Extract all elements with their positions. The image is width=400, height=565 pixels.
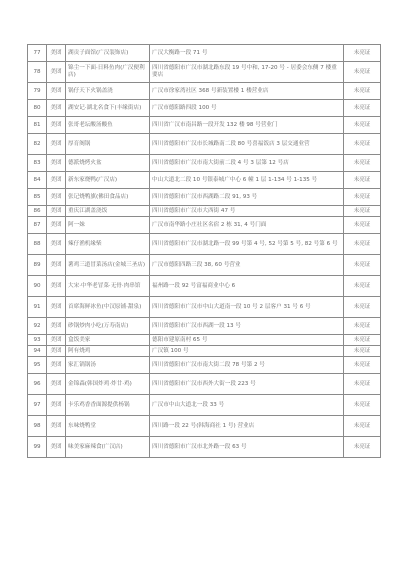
row-name: 张哥老坛酸汤酸鱼 — [66, 117, 150, 134]
table-row — [28, 117, 381, 134]
row-number: 88 — [28, 234, 47, 255]
row-category: 美团 — [47, 62, 66, 83]
row-name: 大宋·中华老冒菜·无骨·肉串馆 — [66, 276, 150, 297]
table-row — [28, 276, 381, 297]
row-number: 78 — [28, 62, 47, 83]
row-number: 81 — [28, 117, 47, 134]
row-category: 美团 — [47, 172, 66, 189]
row-category: 美团 — [47, 255, 66, 276]
row-status: 未亮证 — [344, 217, 381, 234]
row-address: 福州路一段 92 号富福商业中心 6 — [150, 276, 344, 297]
row-status: 未亮证 — [344, 357, 381, 374]
row-name: 家汇锅锅汤 — [66, 357, 150, 374]
row-number: 77 — [28, 45, 47, 62]
row-status: 未亮证 — [344, 172, 381, 189]
row-status: 未亮证 — [344, 276, 381, 297]
row-status: 未亮证 — [344, 297, 381, 318]
table-row — [28, 83, 381, 100]
table-row — [28, 217, 381, 234]
row-number: 97 — [28, 395, 47, 416]
row-number: 90 — [28, 276, 47, 297]
row-name: 重庆江湖盖浇饭 — [66, 206, 150, 217]
row-status: 未亮证 — [344, 206, 381, 217]
row-address: 四川省德阳市广汉市西湖路二段 91, 93 号 — [150, 189, 344, 206]
table-row — [28, 234, 381, 255]
row-name: 锅仔天下火锅盖浇 — [66, 83, 150, 100]
row-name: 薯鸡三道冒菜汤店(金城三圣店) — [66, 255, 150, 276]
document-page — [27, 44, 373, 458]
row-name: 新东家烧鸭(广汉店) — [66, 172, 150, 189]
row-category: 美团 — [47, 335, 66, 346]
row-name: 阿一妹 — [66, 217, 150, 234]
row-name: 湖贡子面馆(广汉装饰店) — [66, 45, 150, 62]
table-row — [28, 206, 381, 217]
row-address: 德阳市建原南村 65 号 — [150, 335, 344, 346]
table-row — [28, 189, 381, 206]
table-row — [28, 437, 381, 458]
row-status: 未亮证 — [344, 134, 381, 155]
row-category: 美团 — [47, 297, 66, 318]
table-row — [28, 395, 381, 416]
table-row — [28, 335, 381, 346]
row-status: 未亮证 — [344, 346, 381, 357]
row-number: 85 — [28, 189, 47, 206]
row-status: 未亮证 — [344, 374, 381, 395]
row-category: 美团 — [47, 276, 66, 297]
merchant-table — [27, 44, 381, 458]
row-address: 四川省德阳市广汉市中山大道南一段 10 号 2 层客户 31 号 6 号 — [150, 297, 344, 318]
row-address: 四川省德阳市广汉市西外大街一段 223 号 — [150, 374, 344, 395]
row-category: 美团 — [47, 100, 66, 117]
table-row — [28, 357, 381, 374]
row-number: 95 — [28, 357, 47, 374]
row-name: 厚育阁锅 — [66, 134, 150, 155]
table-row — [28, 155, 381, 172]
row-category: 美团 — [47, 45, 66, 62]
row-number: 93 — [28, 335, 47, 346]
row-address: 广汉大衡路一段 71 号 — [150, 45, 344, 62]
table-row — [28, 172, 381, 189]
row-status: 未亮证 — [344, 416, 381, 437]
row-address: 中山大道北二段 10 号银泰城广中心 6 幢 1 层 1-134 号 1-135 号 — [150, 172, 344, 189]
row-address: 广汉市徐家湾社区 368 号新装置楼 1 楼营业店 — [150, 83, 344, 100]
row-number: 80 — [28, 100, 47, 117]
row-category: 美团 — [47, 206, 66, 217]
row-category: 美团 — [47, 374, 66, 395]
row-category: 美团 — [47, 155, 66, 172]
row-address: 四川省德阳市广汉市长城路南二段 80 号喜福饭店 3 层交通业营 — [150, 134, 344, 155]
row-category: 美团 — [47, 217, 66, 234]
row-number: 87 — [28, 217, 47, 234]
row-address: 四川省德阳市广汉市南大街二段 78 号第 2 号 — [150, 357, 344, 374]
row-number: 96 — [28, 374, 47, 395]
row-name: 金锦森(韩国炸鸡·炸廿·鸡) — [66, 374, 150, 395]
row-address: 四川省德阳市广汉市湖北路一段 99 号第 4 号, 52 号第 5 号, 82 号第 6 号 — [150, 234, 344, 255]
row-address: 四川省德阳市广汉市西湖一段 13 号 — [150, 318, 344, 335]
row-category: 美团 — [47, 357, 66, 374]
row-name: 锦尘一下面·日料鱼肉(广汉便利店) — [66, 62, 150, 83]
row-address: 四川省德阳市广汉市湖北路东段 19 号中和, 17-20 号 - 居委会东侧 7 楼重要店 — [150, 62, 344, 83]
table-row — [28, 318, 381, 335]
row-number: 94 — [28, 346, 47, 357]
row-number: 91 — [28, 297, 47, 318]
row-status: 未亮证 — [344, 335, 381, 346]
row-status: 未亮证 — [344, 255, 381, 276]
table-row — [28, 45, 381, 62]
row-address: 四川省德阳市广汉市大西街 47 号 — [150, 206, 344, 217]
table-row — [28, 134, 381, 155]
table-row — [28, 255, 381, 276]
row-number: 82 — [28, 134, 47, 155]
row-number: 86 — [28, 206, 47, 217]
row-status: 未亮证 — [344, 155, 381, 172]
row-status: 未亮证 — [344, 100, 381, 117]
row-name: 首席海鲜冰鱼(中汉原铺·甜泉) — [66, 297, 150, 318]
row-number: 98 — [28, 416, 47, 437]
table-row — [28, 374, 381, 395]
row-name: 味美家麻辣食(广汉店) — [66, 437, 150, 458]
row-status: 未亮证 — [344, 234, 381, 255]
row-name: 德派烧烤火盆 — [66, 155, 150, 172]
row-category: 美团 — [47, 117, 66, 134]
row-address: 四川省广汉市南昌路一段开发 132 楼 98 号营业门 — [150, 117, 344, 134]
row-name: 东味烧鸭堂 — [66, 416, 150, 437]
row-name: 张记烧鸭旗(佛田食品店) — [66, 189, 150, 206]
row-address: 四川路一段 22 号(韩海商社 1 号) 营业店 — [150, 416, 344, 437]
row-address: 四川省德阳市广汉市南大街前二段 4 号 3 层第 12 号店 — [150, 155, 344, 172]
row-address: 广汉镇 100 号 — [150, 346, 344, 357]
row-category: 美团 — [47, 346, 66, 357]
row-number: 92 — [28, 318, 47, 335]
row-status: 未亮证 — [344, 45, 381, 62]
table-row — [28, 62, 381, 83]
row-category: 美团 — [47, 134, 66, 155]
row-address: 广汉市中山大道北一段 33 号 — [150, 395, 344, 416]
row-status: 未亮证 — [344, 83, 381, 100]
row-number: 99 — [28, 437, 47, 458]
table-row — [28, 100, 381, 117]
row-name: 卡乐鸡香香面源提供杨锅 — [66, 395, 150, 416]
row-category: 美团 — [47, 395, 66, 416]
row-address: 广汉市南华路小庄社区名宿 2 栋 31, 4 号门面 — [150, 217, 344, 234]
row-status: 未亮证 — [344, 318, 381, 335]
row-category: 美团 — [47, 437, 66, 458]
row-address: 四川省德阳市广汉市北外路一段 63 号 — [150, 437, 344, 458]
row-category: 美团 — [47, 189, 66, 206]
row-name: 湖安记·湖北名食下(丰缘街店) — [66, 100, 150, 117]
row-status: 未亮证 — [344, 189, 381, 206]
row-category: 美团 — [47, 83, 66, 100]
row-name: 盒饭美家 — [66, 335, 150, 346]
row-category: 美团 — [47, 234, 66, 255]
row-number: 89 — [28, 255, 47, 276]
row-address: 广汉市德阳路四段 100 号 — [150, 100, 344, 117]
row-address: 广汉市德阳四路三段 38, 60 号营业 — [150, 255, 344, 276]
row-name: 砂锅炒肉小吃(万寿南店) — [66, 318, 150, 335]
row-name: 阿有烧鸡 — [66, 346, 150, 357]
table-row — [28, 416, 381, 437]
row-number: 84 — [28, 172, 47, 189]
row-status: 未亮证 — [344, 117, 381, 134]
row-status: 未亮证 — [344, 437, 381, 458]
merchant-table-body — [28, 45, 381, 458]
row-name: 辣仔渔机缘柴 — [66, 234, 150, 255]
row-status: 未亮证 — [344, 62, 381, 83]
table-row — [28, 297, 381, 318]
row-category: 美团 — [47, 416, 66, 437]
row-category: 美团 — [47, 318, 66, 335]
table-row — [28, 346, 381, 357]
row-status: 未亮证 — [344, 395, 381, 416]
row-number: 83 — [28, 155, 47, 172]
row-number: 79 — [28, 83, 47, 100]
